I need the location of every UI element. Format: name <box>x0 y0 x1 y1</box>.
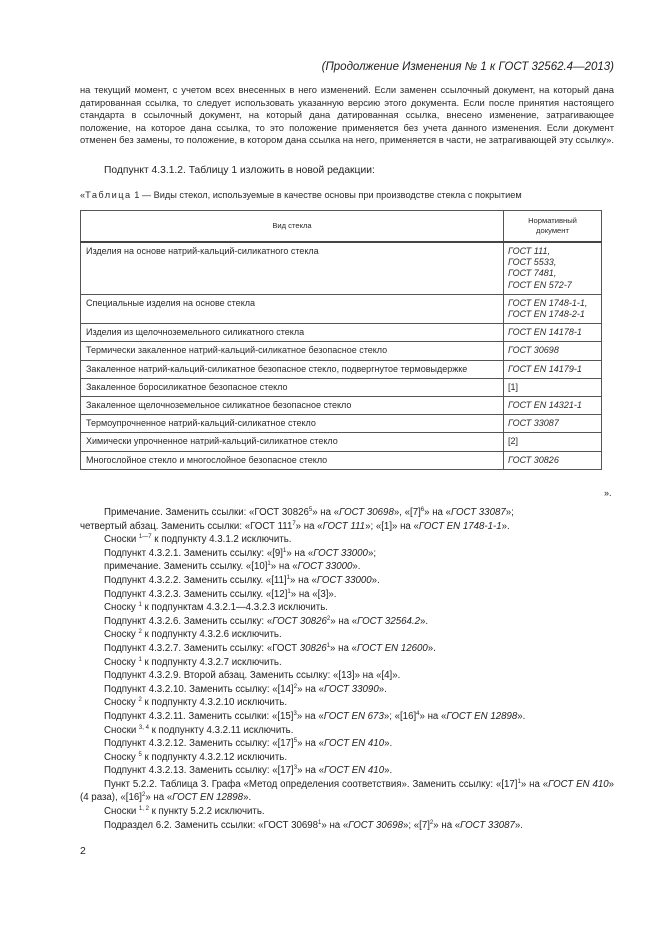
amendment-line: Подпункт 4.3.2.9. Второй абзац. Заменить ссылку: «[13]» на «[4]». <box>104 670 401 682</box>
amendment-line: Сноску $^1$ к подпунктам 4.3.2.1—4.3.2.3 исключить. <box>104 602 328 614</box>
amendment-line: Сноску $^5$ к подпункту 4.3.2.12 исключить. <box>104 751 288 763</box>
page-header: (Продолжение Изменения № 1 к ГОСТ 32562.4—2013) <box>321 61 614 73</box>
row-doc: ГОСТ EN 1748-1-1, ГОСТ EN 1748-2-1 <box>504 294 602 323</box>
row-doc: ГОСТ EN 14179-1 <box>504 360 602 378</box>
row-kind: Термически закаленное натрий-кальций-силикатное безопасное стекло <box>81 342 504 360</box>
amendment-line: Сноску $^2$ к подпункту 4.3.2.10 исключить. <box>104 697 288 709</box>
table-row <box>81 415 602 433</box>
table-header-row <box>81 211 602 243</box>
amendment-line: Подпункт 4.3.2.3. Заменить ссылку. «$[12]^1$» на «[3]». <box>104 588 337 600</box>
table-close-quote: ». <box>604 488 612 498</box>
amendment-line: Примечание. Заменить ссылки: «ГОСТ 30826$^5$» на «ГОСТ 30698», «$[7]^6$» на «ГОСТ 33087»; <box>104 507 514 518</box>
table-row <box>81 397 602 415</box>
amendments-list <box>80 506 614 832</box>
table-row <box>81 360 602 378</box>
row-kind: Закаленное боросиликатное безопасное стекло <box>81 378 504 396</box>
row-doc: [2] <box>504 433 602 451</box>
caption-word: Таблица <box>85 190 132 200</box>
amendment-line: Подпункт 4.3.2.10. Заменить ссылку: «$[14]^2$» на «ГОСТ 33090». <box>104 683 387 695</box>
caption-text: 1 — Виды стекол, используемые в качестве основы при производстве стекла с покрытием <box>131 190 522 200</box>
amendment-line: Подраздел 6.2. Заменить ссылки: «ГОСТ 30698$^1$» на «ГОСТ 30698»; «$[7]^2$» на «ГОСТ 33087». <box>104 819 523 831</box>
table-row <box>81 324 602 342</box>
glass-types-table <box>80 210 602 470</box>
row-doc: ГОСТ 33087 <box>504 415 602 433</box>
amendment-line: Сноски $^{1, 2}$ к пункту 5.2.2 исключить. <box>104 806 265 818</box>
row-doc: ГОСТ 111, ГОСТ 5533, ГОСТ 7481, ГОСТ EN 572-7 <box>504 242 602 294</box>
intro-paragraph: на текущий момент, с учетом всех внесенных в него изменений. Если заменен ссылочный документ, на который дана датированная ссылка, то следует использовать указанную версию этого документа. Если после принятия настоящего стандарта в ссылочный документ, на который дана датированная ссылка, внесено изменение, затрагивающее положение, на которое дана ссылка, то это положение применяется без учета данного изменения. Если документ отменен без замены, то положение, в котором дана ссылка на него, применяется в части, не затрагивающей эту ссылку». <box>80 84 614 146</box>
amendment-line: Подпункт 4.3.2.6. Заменить ссылку: «ГОСТ 30826$^2$» на «ГОСТ 32564.2». <box>104 615 429 627</box>
amendment-line: Сноски $^{3, 4}$ к подпункту 4.3.2.11 исключить. <box>104 724 294 736</box>
table-row <box>81 451 602 469</box>
amendment-line: Подпункт 4.3.2.13. Заменить ссылку: «$[17]^3$» на «ГОСТ EN 410». <box>104 765 393 777</box>
row-doc: ГОСТ EN 14321-1 <box>504 397 602 415</box>
row-doc: ГОСТ 30826 <box>504 451 602 469</box>
amendment-line: Подпункт 4.3.2.1. Заменить ссылку: «$[9]^1$» на «ГОСТ 33000»; <box>104 547 377 559</box>
header-glass-type: Вид стекла <box>81 211 504 243</box>
row-doc: [1] <box>504 378 602 396</box>
table-caption <box>80 190 522 200</box>
row-doc: ГОСТ 30698 <box>504 342 602 360</box>
amendment-line: Сноску $^1$ к подпункту 4.3.2.7 исключить. <box>104 656 282 668</box>
row-kind: Закаленное натрий-кальций-силикатное безопасное стекло, подвергнутое термовыдержке <box>81 360 504 378</box>
amendment-line: Пункт 5.2.2. Таблица 3. Графа «Метод определения соответствия». Заменить ссылку: «$[17]^1$» на «ГОСТ EN 410» (4 раза), «$[16]^2$» на «ГОСТ EN 12898». <box>80 778 614 804</box>
amendment-line: Подпункт 4.3.2.2. Заменить ссылку. «$[11]^1$» на «ГОСТ 33000». <box>104 574 380 586</box>
row-kind: Изделия из щелочноземельного силикатного стекла <box>81 324 504 342</box>
caption-open-quote: « <box>80 190 86 200</box>
table-row <box>81 242 602 294</box>
amendment-line: Сноски $^{1—7}$ к подпункту 4.3.1.2 исключить. <box>104 534 292 546</box>
amendment-line: Подпункт 4.3.2.12. Заменить ссылку: «$[17]^5$» на «ГОСТ EN 410». <box>104 738 393 750</box>
amendment-line: Подпункт 4.3.2.7. Заменить ссылку: «ГОСТ 30826$^1$» на «ГОСТ EN 12600». <box>104 642 436 654</box>
table-row <box>81 433 602 451</box>
row-kind: Многослойное стекло и многослойное безопасное стекло <box>81 451 504 469</box>
table-intro-line: Подпункт 4.3.1.2. Таблицу 1 изложить в новой редакции: <box>104 165 375 176</box>
row-kind: Термоупрочненное натрий-кальций-силикатное стекло <box>81 415 504 433</box>
header-normative-doc: Нормативный документ <box>504 211 602 243</box>
row-kind: Химически упрочненное натрий-кальций-силикатное стекло <box>81 433 504 451</box>
table-row <box>81 378 602 396</box>
amendment-line: четвертый абзац. Заменить ссылки: «ГОСТ $111^7$» на «ГОСТ 111»; «[1]» на «ГОСТ EN 1748-1-1». <box>80 520 510 532</box>
row-doc: ГОСТ EN 14178-1 <box>504 324 602 342</box>
amendment-line: Сноску $^2$ к подпункту 4.3.2.6 исключить. <box>104 629 282 641</box>
table-row <box>81 342 602 360</box>
row-kind: Изделия на основе натрий-кальций-силикатного стекла <box>81 242 504 294</box>
table-row <box>81 294 602 323</box>
row-kind: Специальные изделия на основе стекла <box>81 294 504 323</box>
amendment-line: Подпункт 4.3.2.11. Заменить ссылки: «$[15]^3$» на «ГОСТ EN 673»; «$[16]^4$» на «ГОСТ EN 12898». <box>104 710 526 722</box>
page-number: 2 <box>80 845 86 857</box>
amendment-line: примечание. Заменить ссылку. «$[10]^1$» на «ГОСТ 33000». <box>104 561 361 573</box>
row-kind: Закаленное щелочноземельное силикатное безопасное стекло <box>81 397 504 415</box>
